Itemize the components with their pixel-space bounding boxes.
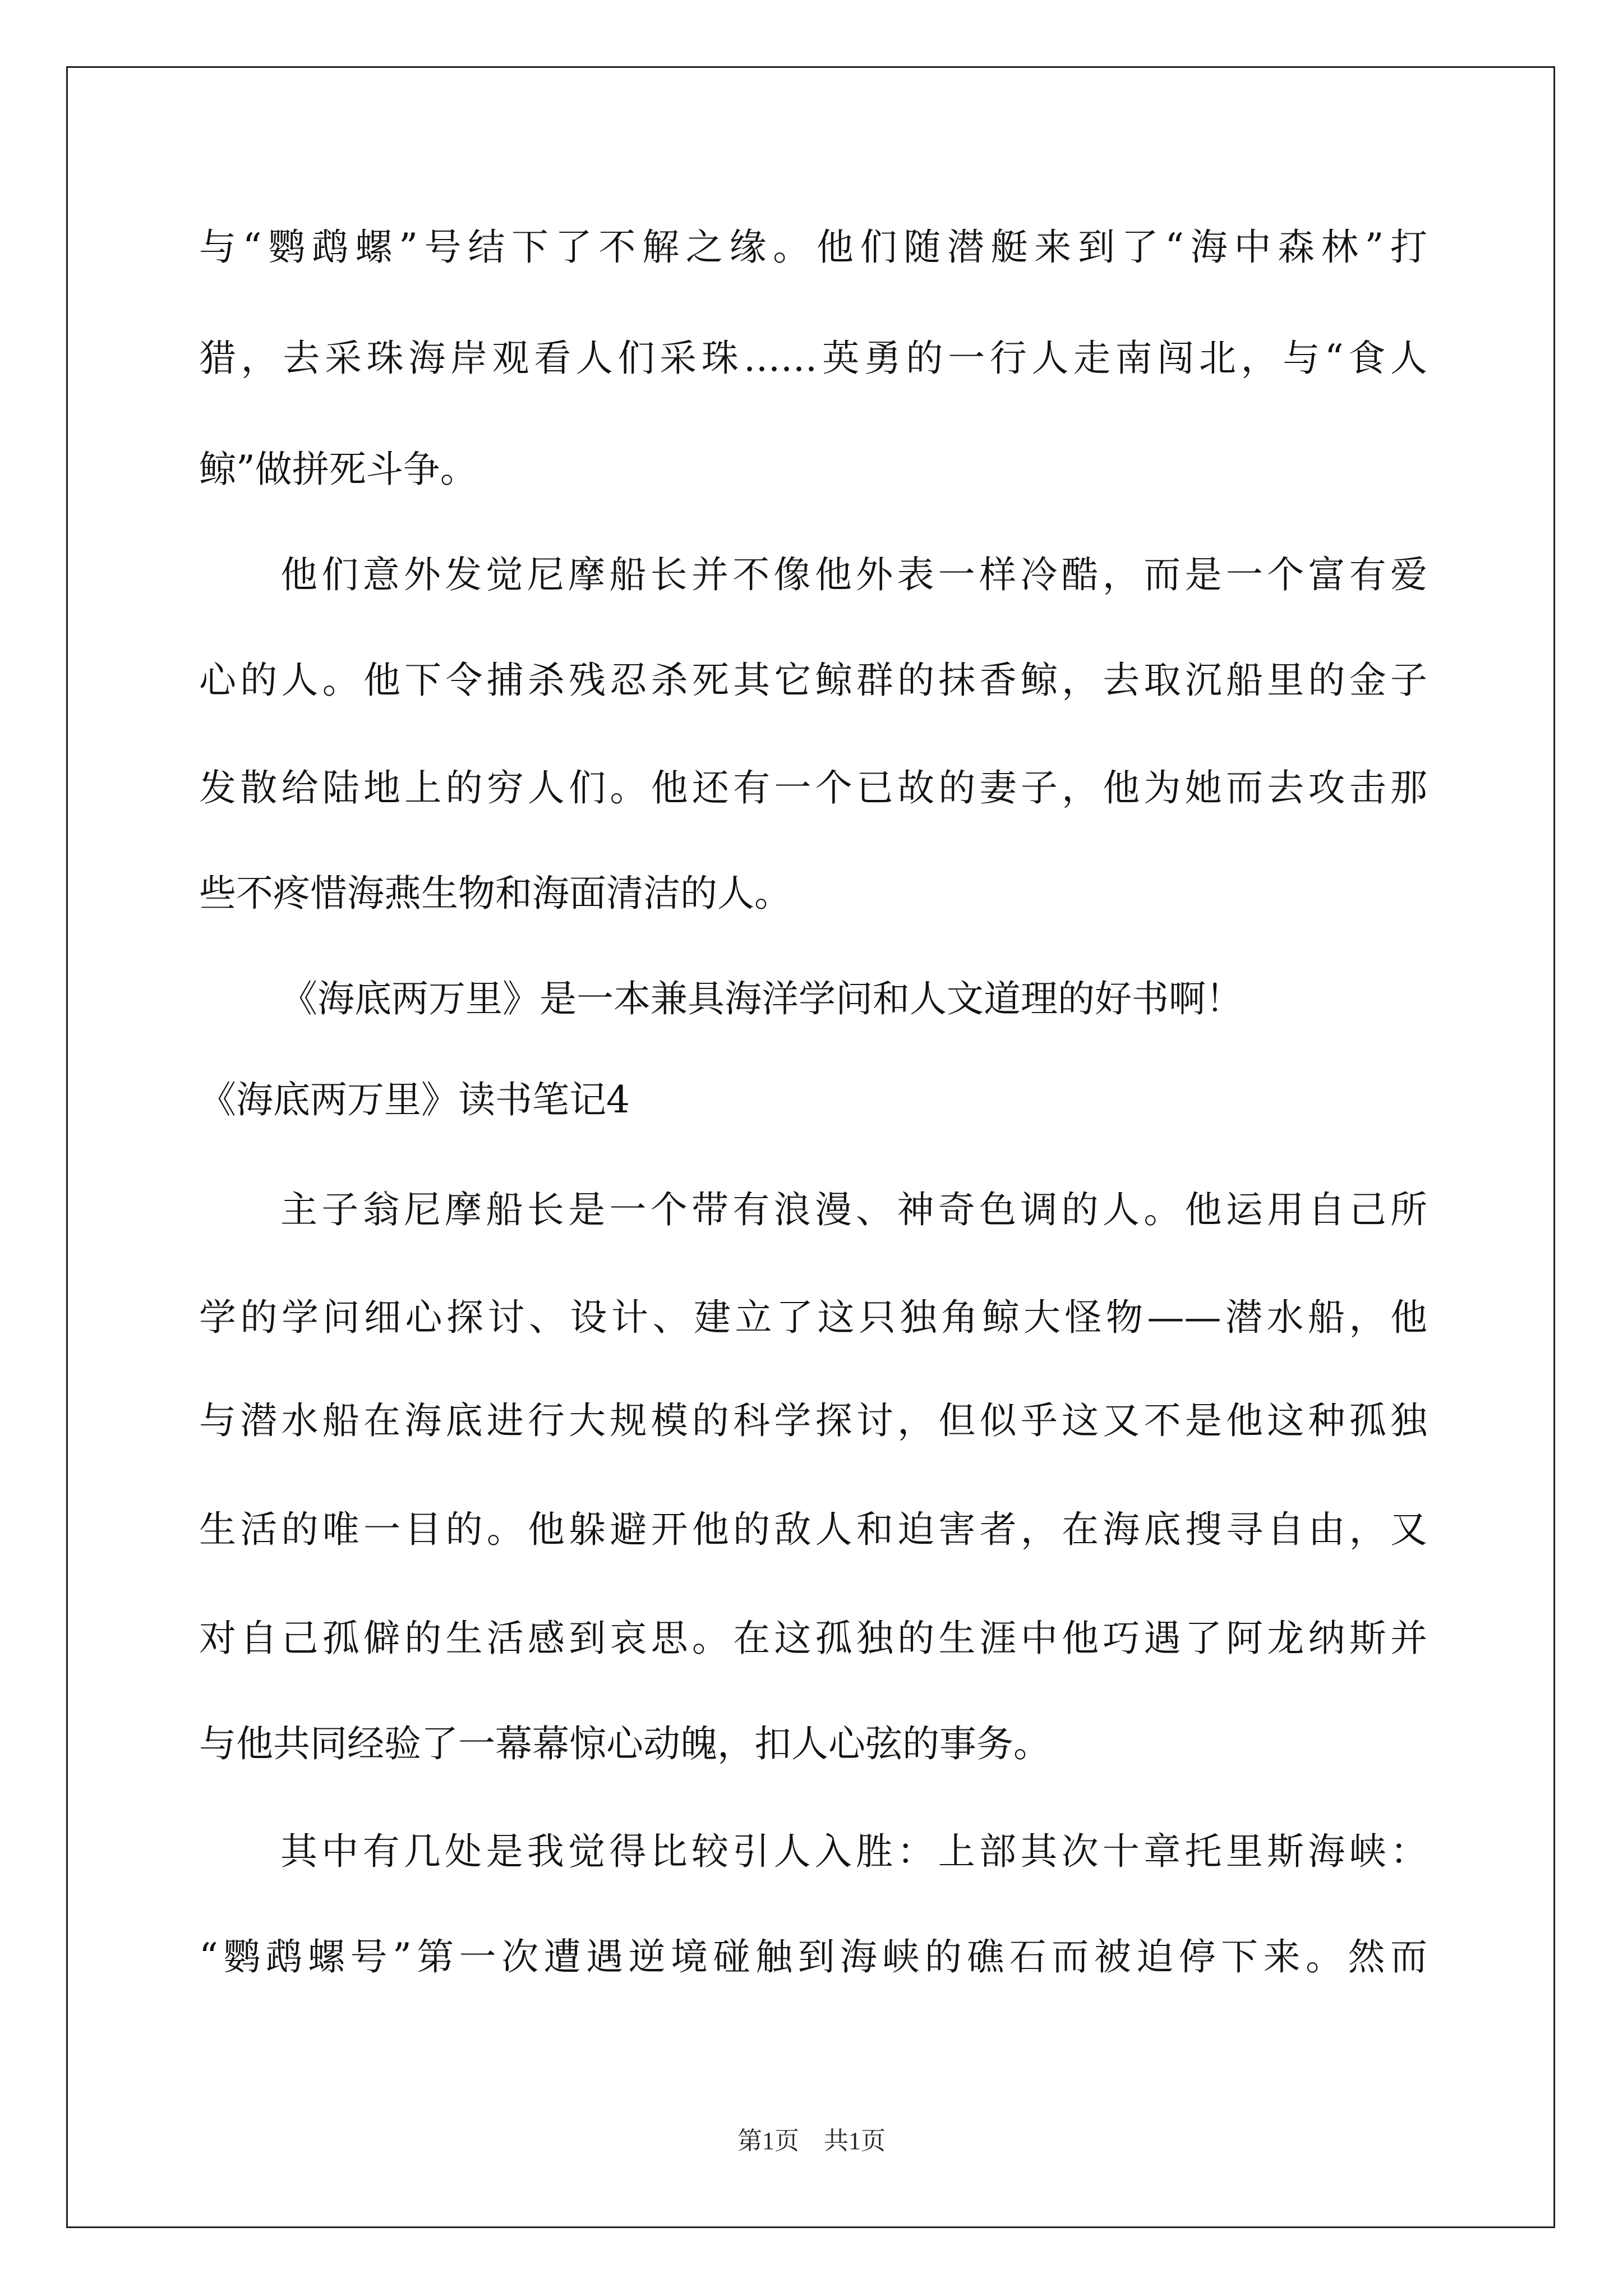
paragraph-2-line-3: 发散给陆地上的穷人们。他还有一个已故的妻子，他为她而去攻击那	[199, 766, 1427, 809]
paragraph-5-line-2: “鹦鹉螺号”第一次遭遇逆境碰触到海峡的礁石而被迫停下来。然而	[199, 1935, 1427, 1978]
paragraph-5-line-1: 其中有几处是我觉得比较引人入胜：上部其次十章托里斯海峡：	[280, 1830, 1427, 1873]
paragraph-4-line-2: 学的学问细心探讨、设计、建立了这只独角鲸大怪物——潜水船，他	[199, 1296, 1427, 1339]
paragraph-4-line-4: 生活的唯一目的。他躲避开他的敌人和迫害者，在海底搜寻自由，又	[199, 1508, 1427, 1551]
page-border	[66, 66, 1555, 2228]
paragraph-4-line-1: 主子翁尼摩船长是一个带有浪漫、神奇色调的人。他运用自己所	[280, 1188, 1427, 1231]
paragraph-2-line-2: 心的人。他下令捕杀残忍杀死其它鲸群的抹香鲸，去取沉船里的金子	[199, 659, 1427, 702]
paragraph-4-line-5: 对自己孤僻的生活感到哀思。在这孤独的生涯中他巧遇了阿龙纳斯并	[199, 1617, 1427, 1660]
paragraph-2-line-4: 些不疼惜海燕生物和海面清洁的人。	[199, 872, 791, 915]
paragraph-4-line-6: 与他共同经验了一幕幕惊心动魄，扣人心弦的事务。	[199, 1722, 1050, 1765]
page-footer: 第1页 共1页	[737, 2127, 886, 2155]
section-heading: 《海底两万里》读书笔记4	[199, 1078, 630, 1121]
paragraph-2-line-1: 他们意外发觉尼摩船长并不像他外表一样冷酷，而是一个富有爱	[280, 553, 1427, 596]
paragraph-1-line-1: 与“鹦鹉螺”号结下了不解之缘。他们随潜艇来到了“海中森林”打	[199, 226, 1427, 269]
paragraph-1-line-3: 鲸”做拼死斗争。	[199, 448, 477, 491]
paragraph-1-line-2: 猎，去采珠海岸观看人们采珠……英勇的一行人走南闯北，与“食人	[199, 337, 1427, 380]
paragraph-4-line-3: 与潜水船在海底进行大规模的科学探讨，但似乎这又不是他这种孤独	[199, 1399, 1427, 1442]
paragraph-3-line-1: 《海底两万里》是一本兼具海洋学问和人文道理的好书啊！	[280, 977, 1243, 1020]
